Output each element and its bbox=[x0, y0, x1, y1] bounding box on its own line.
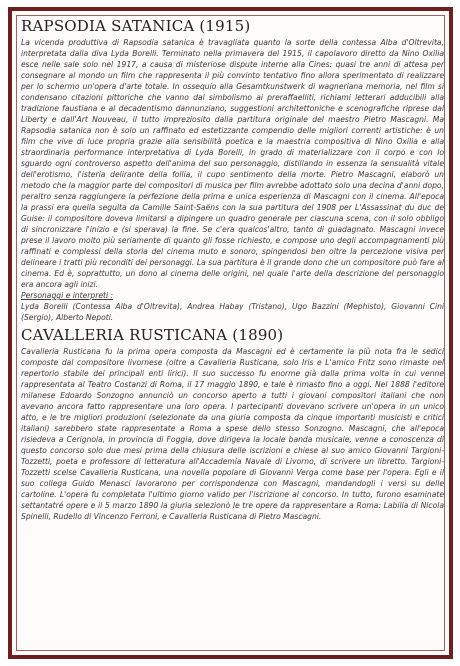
section-body-cavalleria: Cavalleria Rusticana fu la prima opera composta da Mascagni ed è certamente la più nota fra le sedici composte dal compositore livornese (oltre a Cavalleria Rusticana, solo Iris e L'amico Fritz sono rimaste nel repertorio stabile dei principali enti lirici). Il suo successo fu enorme già dalla prima volta in cui venne rappresentata al Teatro Costanzi di Roma, il 17 maggio 1890, e tale è rimasto fino a oggi. Nel 1888 l'editore milanese Edoardo Sonzogno annunciò un concorso aperto a tutti i giovani compositori italiani che non avevano ancora fatto rappresentare una loro opera. I partecipanti dovevano scrivere un'opera in un unico atto, e le tre migliori produzioni (selezionate da una giuria composta da cinque importanti musicisti e critici italiani) sarebbero state rappresentate a Roma a spese dello stesso Sonzogno. Mascagni, che all'epoca risiedeva a Cerignola, in provincia di Foggia, dove dirigeva la locale banda musicale, venne a conoscenza di questo concorso solo due mesi prima della chiusura delle iscrizioni e chiese al suo amico Giovanni Targioni-Tozzetti, poeta e professore di letteratura all'Accademia Navale di Livorno, di scrivere un libretto. Targioni-Tozzetti scelse Cavalleria Rusticana, una novella popolare di Giovanni Verga come base per l'opera. Egli e il suo collega Guido Menasci lavorarono per corrispondenza con Mascagni, mandandogli i versi su delle cartoline. L'opera fu completata l'ultimo giorno valido per l'iscrizione al concorso. In tutto, furono esaminate settantatré opere e il 5 marzo 1890 la giuria selezionò le tre opere da rappresentare a Roma: Labilia di Nicola Spinelli, Rudello di Vincenzo Ferroni, e Cavalleria Rusticana di Pietro Mascagni. bbox=[21, 347, 444, 521]
cast-heading: Personaggi e interpreti : bbox=[21, 291, 114, 300]
section-title-rapsodia: RAPSODIA SATANICA (1915) bbox=[21, 17, 251, 35]
document-content bbox=[21, 16, 444, 648]
section-body-rapsodia: La vicenda produttiva di Rapsodia satanica è travagliata quanto la sorte della contessa Alba d'Oltrevita, interpretata dalla diva Lyda Borelli. Terminato nella primavera del 1915, il capolavoro diretto da Nino Oxilia esce nelle sale solo nel 1917, a causa di misteriose dispute interne alla Cines: quasi tre anni di attesa per consegnare al mondo un film che rappresenta il più convinto tentativo fino allora sperimentato di realizzare per lo schermo un'opera d'arte totale. In ossequio alla Gesamtkunstwerk di wagneriana memoria, nel film si condensano citazioni pittoriche che vanno dal simbolismo ai preraffaelliti, richiami letterari adducibili alla tradizione faustiana e al decadentismo dannunziano, suggestioni architettoniche e scenografiche riprese dal Liberty e dall'Art Nouveau, il tutto impreziosito dalla partitura originale del maestro Pietro Mascagni. Ma Rapsodia satanica non è solo un raffinato ed estetizzante compendio delle migliori correnti artistiche: è un film che vive di luce propria grazie alla sensibilità poetica e la maestria compositiva di Nino Oxilia e alla straordinaria performance interpretativa di Lyda Borelli, in grado di materializzare con il corpo e con lo sguardo ogni controverso aspetto dell'anima del suo personaggio, distillando in essenza la sensualità vitale dell'erotismo, l'isteria delirante della follia, il cupo sentimento della morte. Pietro Mascagni, elaborò un metodo che la maggior parte dei compositori di musica per film avrebbe adottato solo una decina d'anni dopo, peraltro senza raggiungere la perfezione della prima e unica esperienza di Mascagni con il cinema. All'epoca la prassi era quella seguita da Camille Saint-Saëns con la sua partitura del 1908 per L'Assassinat du duc de Guise: il compositore doveva limitarsi a dipingere un quadro generale per ciascuna scena, con il solo obbligo di sincronizzare l'inizio e (si sperava) la fine. Se c'era qualcos'altro, tanto di guadagnato. Mascagni invece prese il lavoro molto più seriamente di quanto gli fosse richiesto, e compose uno degli accompagnamenti più raffinati e complessi della storia del cinema muto e sonoro, spingendosi ben oltre la percezione visiva per delineare i tratti più reconditi dei personaggi. La sua partitura è il grande dono che un compositore può fare al cinema. Ed è, soprattutto, un dono al cinema delle origini, nel quale l'arte della descrizione del personaggio era ancora agli inizi. bbox=[21, 38, 444, 289]
cast-list: Lyda Borelli (Contessa Alba d'Oltrevita), Andrea Habay (Tristano), Ugo Bazzini (Mephisto), Giovanni Cini (Sergio), Alberto Nepoti. bbox=[21, 302, 444, 322]
section-title-cavalleria: CAVALLERIA RUSTICANA (1890) bbox=[21, 326, 284, 344]
